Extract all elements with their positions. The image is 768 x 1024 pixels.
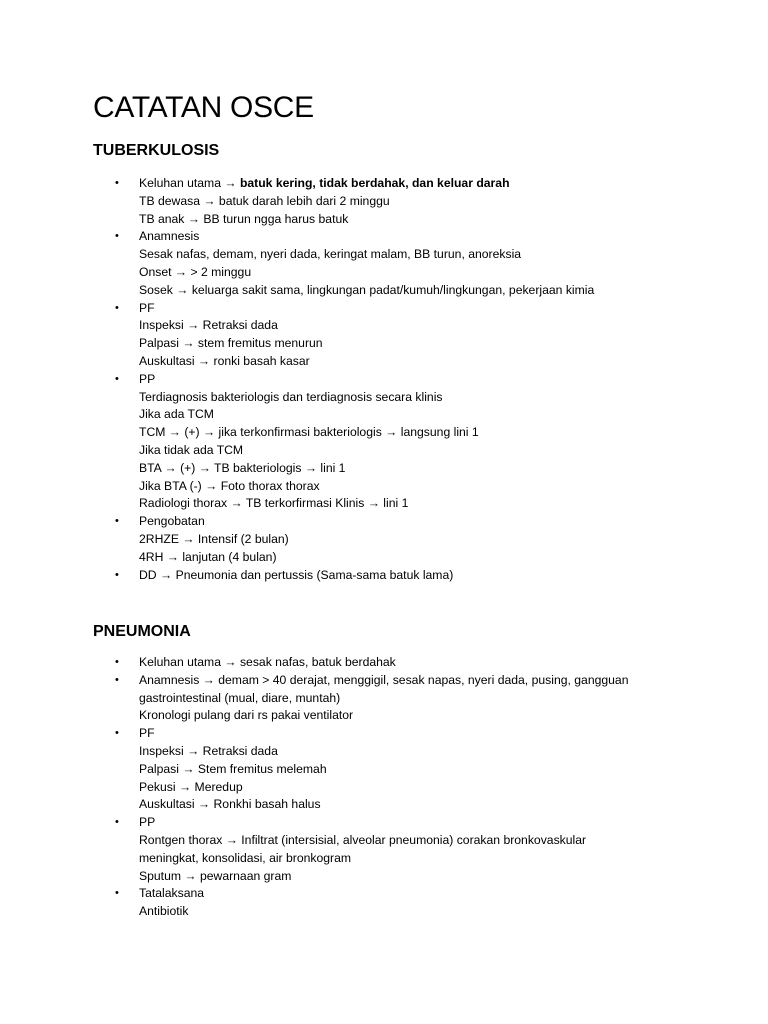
list-item-detail: Inspeksi → Retraksi dada — [139, 743, 278, 758]
list-item-label: Tatalaksana — [139, 886, 205, 901]
list-item-detail: Rontgen thorax → Infiltrat (intersisial, alveolar pneumonia) corakan bronkovaskular — [139, 832, 587, 847]
list-item-label: Keluhan utama → sesak nafas, batuk berdahak — [139, 655, 396, 669]
list-item-detail: TCM → (+) → jika terkonfirmasi bakteriologis → langsung lini 1 — [139, 425, 479, 440]
bullet-icon: • — [115, 372, 119, 385]
bullet-icon: • — [115, 887, 119, 900]
list-item — [0, 672, 768, 725]
list-item-detail: Palpasi → stem fremitus menurun — [139, 336, 323, 351]
bullet-icon: • — [115, 568, 119, 581]
list-item — [0, 175, 768, 228]
list-item-detail: Auskultasi → ronki basah kasar — [139, 353, 310, 368]
list-item — [0, 885, 768, 921]
list-item-detail: Onset → > 2 minggu — [139, 264, 252, 279]
list-item-detail: Auskultasi → Ronkhi basah halus — [139, 797, 321, 812]
list-item — [0, 814, 768, 885]
bullet-icon: • — [115, 177, 119, 189]
list-item-detail: meningkat, konsolidasi, air bronkogram — [139, 850, 352, 865]
list-item — [0, 654, 768, 672]
bullet-icon: • — [115, 230, 119, 243]
list-item — [0, 513, 768, 566]
bullet-icon: • — [115, 656, 119, 668]
list-item-label: Anamnesis → demam > 40 derajat, menggigil, sesak napas, nyeri dada, pusing, gangguan — [139, 672, 629, 687]
list-item-label: Pengobatan — [139, 514, 205, 529]
list-item-detail: Jika ada TCM — [139, 407, 214, 422]
list-item-detail: Terdiagnosis bakteriologis dan terdiagnosis secara klinis — [139, 389, 443, 404]
list-item-detail: BTA → (+) → TB bakteriologis → lini 1 — [139, 460, 346, 475]
list-item-detail: Jika tidak ada TCM — [139, 442, 244, 457]
list-item — [0, 567, 768, 585]
list-item-detail: gastrointestinal (mual, diare, muntah) — [139, 690, 341, 705]
section-heading-tuberkulosis: TUBERKULOSIS — [93, 142, 220, 159]
list-item-detail: Kronologi pulang dari rs pakai ventilator — [139, 708, 354, 723]
list-item-detail: Sesak nafas, demam, nyeri dada, keringat malam, BB turun, anoreksia — [139, 247, 522, 262]
list-item-detail: 2RHZE → Intensif (2 bulan) — [139, 531, 289, 546]
list-item-label: Keluhan utama → batuk kering, tidak berdahak, dan keluar darah — [139, 176, 510, 190]
list-item — [0, 300, 768, 371]
list-item — [0, 725, 768, 814]
list-item-label: Anamnesis — [139, 229, 200, 244]
bullet-icon: • — [115, 515, 119, 528]
bullet-icon: • — [115, 673, 119, 686]
list-item-detail: TB anak → BB turun ngga harus batuk — [139, 211, 349, 226]
list-item-detail: Jika BTA (-) → Foto thorax thorax — [139, 478, 320, 493]
list-item-label: PF — [139, 300, 155, 315]
list-item-label: PP — [139, 371, 156, 386]
list-item-detail: 4RH → lanjutan (4 bulan) — [139, 549, 277, 564]
list-item-detail: Palpasi → Stem fremitus melemah — [139, 761, 327, 776]
list-item-detail: Pekusi → Meredup — [139, 779, 243, 794]
list-item-detail: Sputum → pewarnaan gram — [139, 868, 292, 883]
pneumonia-list — [0, 654, 768, 921]
list-item-detail: TB dewasa → batuk darah lebih dari 2 minggu — [139, 193, 390, 208]
list-item-label: PP — [139, 815, 156, 830]
list-item-label: DD → Pneumonia dan pertussis (Sama-sama batuk lama) — [139, 567, 454, 582]
document-title: CATATAN OSCE — [93, 91, 314, 124]
list-item-label: PF — [139, 726, 155, 741]
list-item-detail: Antibiotik — [139, 904, 189, 919]
section-heading-pneumonia: PNEUMONIA — [93, 623, 191, 640]
tuberkulosis-list — [0, 175, 768, 584]
list-item-detail: Sosek → keluarga sakit sama, lingkungan padat/kumuh/lingkungan, pekerjaan kimia — [139, 282, 595, 297]
list-item — [0, 228, 768, 299]
list-item-detail: Inspeksi → Retraksi dada — [139, 318, 278, 333]
bullet-icon: • — [115, 301, 119, 314]
list-item — [0, 371, 768, 513]
bullet-icon: • — [115, 727, 119, 740]
bullet-icon: • — [115, 816, 119, 829]
list-item-detail: Radiologi thorax → TB terkorfirmasi Klinis → lini 1 — [139, 496, 409, 511]
